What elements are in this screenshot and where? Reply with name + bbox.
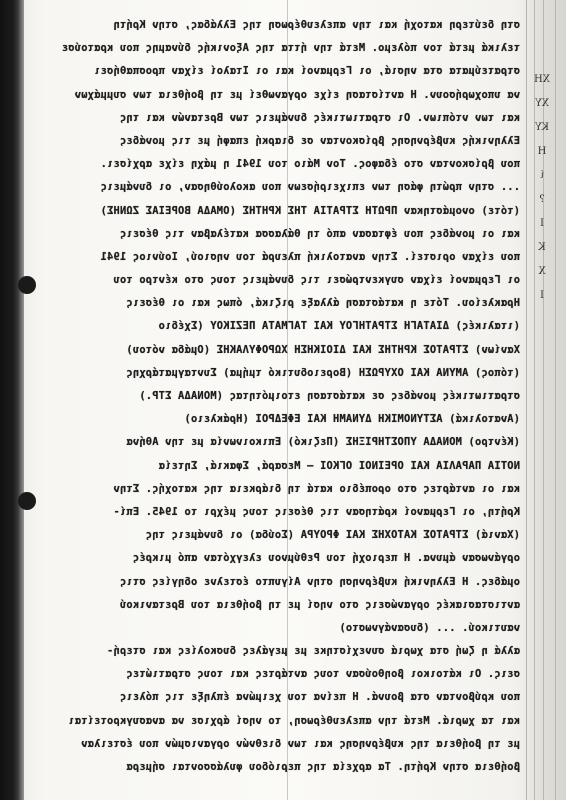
text-line: ναυτικού. ... (δυσανάγνωστο) (339, 621, 520, 634)
margin-note: Η (537, 146, 547, 157)
typed-text-block (42, 14, 520, 779)
text-line: Ελληνικής κυβέρνησης βρίσκονταν σε διαρκή επαφή με τις μονάδες (119, 134, 520, 147)
margin-note: ΧΥ (535, 98, 549, 109)
text-line: και τα χωριά. Μετά την απελευθέρωση, το νησί άρχισε να ανασυγκροτείται (68, 714, 520, 727)
text-line: ... στην πρώτη φάση των επιχειρήσεων που ακολούθησαν, οι δυνάμεις (100, 181, 520, 194)
text-line: (ιταλικές) ΔΙΑΤΑΓΗ ΣΤΡΑΤΗΓΟΥ ΚΑΙ ΤΑΓΜΑΤΑ ΠΕΖΙΚΟΥ (Σχέδιο (158, 320, 520, 333)
text-line: να υποχωρήσουν. Η αντίσταση είχε οργανωθεί με τη βοήθεια των συμμάχων (74, 88, 520, 101)
text-line: (Κέντρο) ΜΟΝΑΔΑ ΥΠΟΣΤΗΡΙΞΗΣ (Πεζικό) Επικοινωνία με την Αθήνα (126, 436, 520, 449)
margin-notes (528, 68, 556, 308)
text-line: που κρύβονταν στα βουνά. Η πείνα του χειμώνα έπληξε τις πόλεις (119, 691, 520, 704)
margin-note: Ι (540, 290, 544, 301)
text-line: αντιστασιακές οργανώσεις στο νησί με τη βοήθεια του Βρετανικού (119, 598, 520, 611)
margin-note: Χ (538, 266, 546, 277)
margin-note: ? (539, 194, 545, 205)
margin-note: ΚΥ (534, 122, 550, 133)
punch-hole-bottom (18, 492, 36, 510)
text-line: με τη βοήθεια της κυβέρνησης και των διεθνών οργανισμών που έστειλαν (81, 737, 520, 750)
text-line: Κρήτη, οι Γερμανοί κράτησαν τις θέσεις τους μέχρι το 1945. Επί- (113, 505, 520, 518)
text-line: στρατιωτικές μονάδες σε κατάσταση ετοιμότητας (ΜΟΝΑΔΑ ΣΤΡ.) (139, 390, 520, 402)
text-line: που βρίσκονταν στο έδαφος. Τον Μάιο του 1941 η μάχη είχε αρχίσει. (100, 158, 520, 171)
text-line: στη δεύτερη κατοχή και την απελευθέρωση της Ελλάδας, στην Κρήτη (113, 19, 520, 31)
margin-note: ί (540, 170, 544, 181)
text-line: τελικά μετά τον πόλεμο. Μετά την ήττα της Αξονικής δύναμης που κρατούσε (61, 42, 520, 55)
text-line: σεις. Οι κάτοικοι βοηθούσαν τους αντάρτες και τους στρατιώτες (126, 668, 520, 681)
text-line: αλλά η ζωή στα χωριά συνεχίστηκε με μεγάλες δυσκολίες και στερή- (106, 645, 520, 658)
binding-edge (0, 0, 24, 800)
punch-hole-top (18, 276, 36, 294)
text-line: οι Γερμανοί είχαν συγκεντρώσει τις δυνάμεις τους στο κέντρο του (113, 274, 520, 287)
margin-note: Ι (540, 218, 544, 229)
text-line: (τόπος) ΑΜΥΝΑ ΚΑΙ ΟΧΥΡΩΣΗ (Βορειοδυτικό τμήμα) Συνταγματάρχης (126, 366, 520, 379)
text-line: οργάνωσαν άμυνα. Η περιοχή του Ρεθύμνου ελεγχόταν από μικρές (132, 552, 520, 565)
text-line: και οι αντάρτες στο οροπέδιο κατά τη διάρκεια της κατοχής. Στην (113, 482, 520, 495)
text-line: ΝΟΤΙΑ ΠΑΡΑΛΙΑ ΚΑΙ ΟΡΕΙΝΟΙ ΟΓΚΟΙ — Μεσαρά, Σφακιά, Σητεία (158, 459, 520, 472)
margin-note: ΧΗ (534, 74, 550, 85)
text-line: βοήθεια στην Κρήτη. Τα αρχεία της περιόδου φυλάσσονται σήμερα (126, 761, 520, 773)
text-line: που είχαν οριστεί. Στην ανατολική πλευρά του νησιού, Ιούνιος 1941 (100, 250, 520, 263)
text-line: (Χανιά) ΣΤΡΑΤΟΣ ΚΑΤΟΧΗΣ ΚΑΙ ΦΡΟΥΡΑ (Σούδα) οι δυνάμεις της (145, 529, 520, 542)
text-line: στρατεύματα στα νησιά, οι Γερμανοί και οι Ιταλοί είχαν προσπαθήσει (93, 65, 520, 78)
text-line: ομάδες. Η Ελληνική κυβέρνηση στην Αίγυπτο έστελνε οδηγίες στις (119, 575, 520, 588)
text-line: Ηρακλείου. Τότε η κατάσταση άλλαξε ριζικά, όπως και οι θέσεις (126, 297, 520, 310)
text-line: και οι μονάδες που έφτασαν από τη θάλασσα κατέλαβαν τις θέσεις (119, 227, 520, 240)
margin-note: Κ (538, 242, 546, 253)
text-line: και των ντόπιων. Οι στρατιωτικές δυνάμεις των Βρετανών και της (119, 111, 520, 124)
text-line: Χανίων) ΣΤΡΑΤΟΣ ΚΡΗΤΗΣ ΚΑΙ ΔΙΟΙΚΗΣΗ ΧΩΡΟΦΥΛΑΚΗΣ (Ομάδα νότου) (126, 343, 520, 356)
text-line: (Ανατολικά) ΑΣΤΥΝΟΜΙΚΗ ΔΥΝΑΜΗ ΚΑΙ ΕΦΕΔΡΟΙ (Ηράκλειο) (184, 413, 520, 426)
text-line: (τότε) ονομάστηκαν ΠΡΩΤΗ ΣΤΡΑΤΙΑ ΤΗΣ ΚΡΗΤΗΣ (ΟΜΑΔΑ ΒΟΡΕΙΑΣ ΖΩΝΗΣ) (100, 204, 520, 217)
